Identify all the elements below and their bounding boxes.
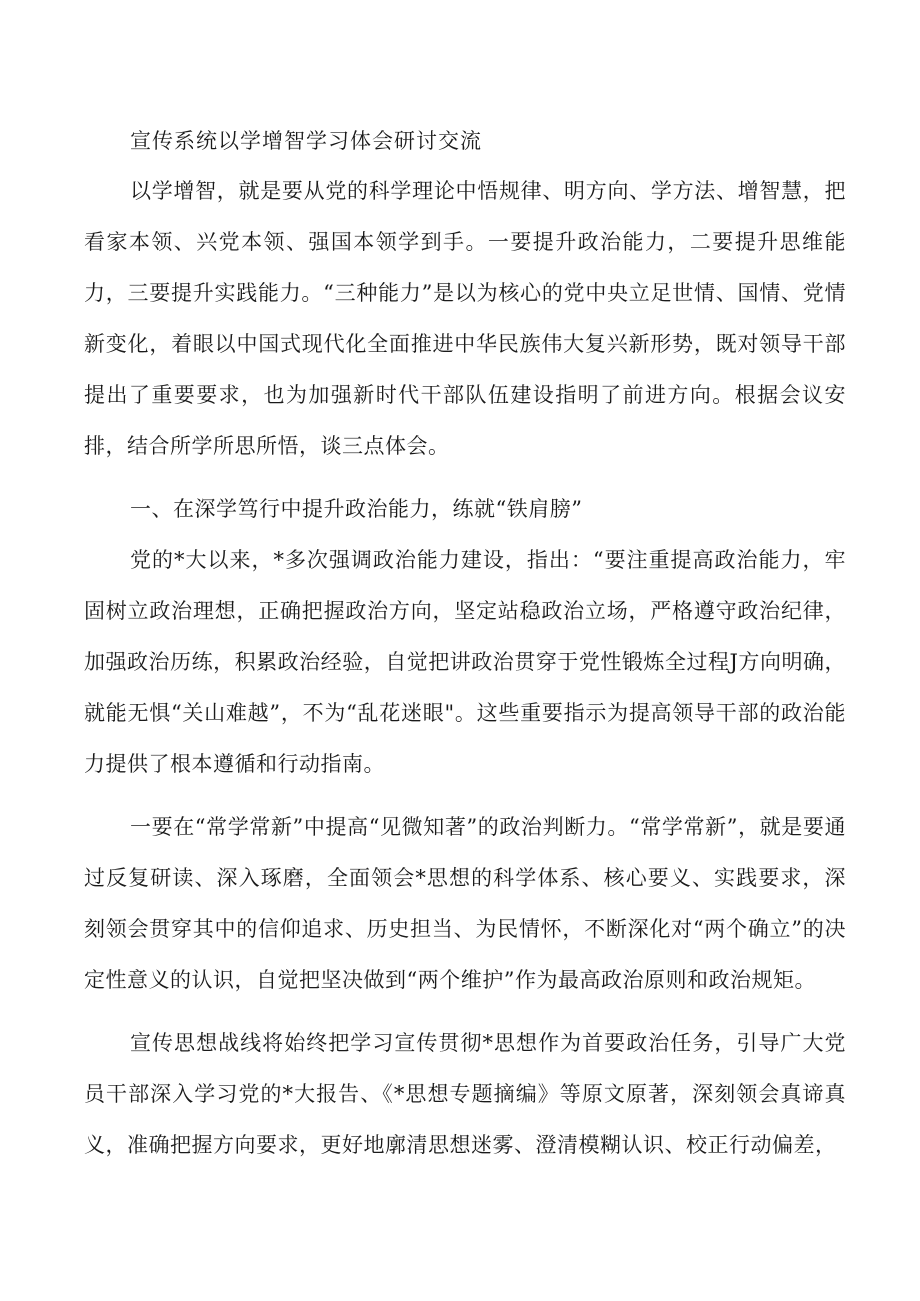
document-body <box>84 116 846 1171</box>
section1-paragraph-3: 宣传思想战线将始终把学习宣传贯彻*思想作为首要政治任务，引导广大党员干部深入学习党的*大报告、《*思想专题摘编》等原文原著，深刻领会真谛真义，准确把握方向要求，更好地廓清思想迷雾、澄清模糊认识、校正行动偏差， <box>84 1031 846 1157</box>
intro-paragraph: 以学增智，就是要从党的科学理论中悟规律、明方向、学方法、增智慧，把看家本领、兴党本领、强国本领学到手。一要提升政治能力，二要提升思维能力，三要提升实践能力。“三种能力”是以为核心的党中央立足世情、国情、党情新变化，着眼以中国式现代化全面推进中华民族伟大复兴新形势，既对领导干部提出了重要要求，也为加强新时代干部队伍建设指明了前进方向。根据会议安排，结合所学所思所悟，谈三点体会。 <box>84 179 846 458</box>
document-title: 宣传系统以学增智学习体会研讨交流 <box>130 129 482 153</box>
section1-paragraph-2: 一要在“常学常新”中提高“见微知著”的政治判断力。“常学常新”，就是要通过反复研读、深入琢磨，全面领会*思想的科学体系、核心要义、实践要求，深刻领会贯穿其中的信仰追求、历史担当、为民情怀，不断深化对“两个确立”的决定性意义的认识，自觉把坚决做到“两个维护”作为最高政治原则和政治规矩。 <box>84 815 846 992</box>
section1-paragraph-1: 党的*大以来，*多次强调政治能力建设，指出：“要注重提高政治能力，牢固树立政治理想，正确把握政治方向，坚定站稳政治立场，严格遵守政治纪律，加强政治历练，积累政治经验，自觉把讲政治贯穿于党性锻炼全过程J方向明确，就能无惧“关山难越”，不为“乱花迷眼"。这些重要指示为提高领导干部的政治能力提供了根本遵循和行动指南。 <box>84 548 846 776</box>
section-heading-1: 一、在深学笃行中提升政治能力，练就“铁肩膀” <box>130 497 583 521</box>
